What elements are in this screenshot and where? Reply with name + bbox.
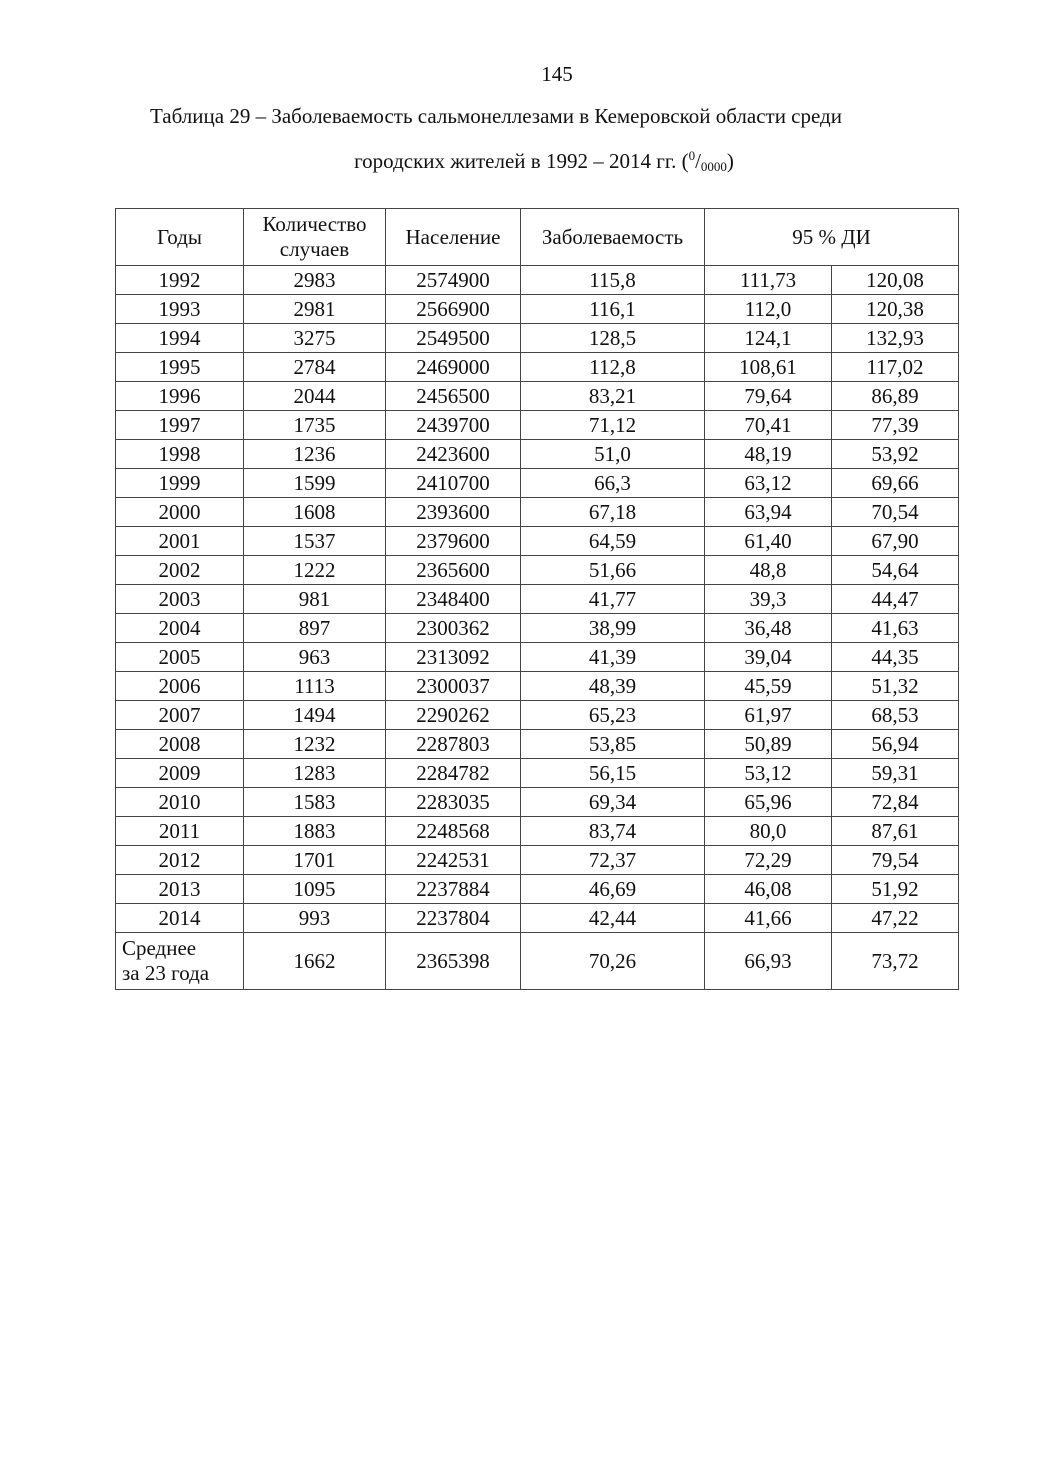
average-incidence: 70,26	[521, 933, 705, 990]
cell-population: 2283035	[386, 788, 521, 817]
cell-cases: 3275	[244, 324, 386, 353]
cell-incidence: 42,44	[521, 904, 705, 933]
cell-ci-high: 59,31	[832, 759, 959, 788]
cell-incidence: 67,18	[521, 498, 705, 527]
cell-ci-low: 61,40	[705, 527, 832, 556]
cell-ci-high: 54,64	[832, 556, 959, 585]
cell-cases: 993	[244, 904, 386, 933]
cell-year: 1993	[116, 295, 244, 324]
cell-cases: 2983	[244, 266, 386, 295]
cell-ci-high: 44,35	[832, 643, 959, 672]
cell-population: 2242531	[386, 846, 521, 875]
cell-year: 2002	[116, 556, 244, 585]
cell-ci-low: 111,73	[705, 266, 832, 295]
average-ci-high: 73,72	[832, 933, 959, 990]
cell-ci-low: 65,96	[705, 788, 832, 817]
average-ci-low: 66,93	[705, 933, 832, 990]
cell-cases: 1095	[244, 875, 386, 904]
average-cases: 1662	[244, 933, 386, 990]
cell-ci-high: 47,22	[832, 904, 959, 933]
table-row	[116, 672, 959, 701]
table-row	[116, 295, 959, 324]
cell-incidence: 51,0	[521, 440, 705, 469]
cell-population: 2365600	[386, 556, 521, 585]
cell-year: 2003	[116, 585, 244, 614]
cell-population: 2439700	[386, 411, 521, 440]
table-row	[116, 701, 959, 730]
cell-year: 1999	[116, 469, 244, 498]
cell-ci-high: 67,90	[832, 527, 959, 556]
cell-ci-high: 41,63	[832, 614, 959, 643]
cell-incidence: 71,12	[521, 411, 705, 440]
table-row	[116, 904, 959, 933]
table-row	[116, 527, 959, 556]
cell-ci-low: 36,48	[705, 614, 832, 643]
cell-year: 1992	[116, 266, 244, 295]
cell-year: 1994	[116, 324, 244, 353]
cell-year: 2000	[116, 498, 244, 527]
cell-incidence: 69,34	[521, 788, 705, 817]
cell-incidence: 115,8	[521, 266, 705, 295]
cell-population: 2237884	[386, 875, 521, 904]
cell-ci-low: 46,08	[705, 875, 832, 904]
cell-population: 2287803	[386, 730, 521, 759]
cell-year: 2006	[116, 672, 244, 701]
cell-incidence: 83,74	[521, 817, 705, 846]
header-years: Годы	[116, 209, 244, 266]
table-row	[116, 585, 959, 614]
cell-ci-low: 112,0	[705, 295, 832, 324]
cell-population: 2313092	[386, 643, 521, 672]
cell-cases: 1735	[244, 411, 386, 440]
cell-year: 2005	[116, 643, 244, 672]
cell-ci-low: 45,59	[705, 672, 832, 701]
table-row-average	[116, 933, 959, 990]
table-row	[116, 730, 959, 759]
cell-ci-low: 108,61	[705, 353, 832, 382]
cell-year: 1996	[116, 382, 244, 411]
cell-cases: 1494	[244, 701, 386, 730]
cell-year: 1997	[116, 411, 244, 440]
cell-year: 2012	[116, 846, 244, 875]
cell-incidence: 41,39	[521, 643, 705, 672]
table-row	[116, 643, 959, 672]
unit-superscript: 0	[688, 148, 696, 163]
table-row	[116, 353, 959, 382]
table-row	[116, 469, 959, 498]
cell-population: 2300037	[386, 672, 521, 701]
cell-cases: 897	[244, 614, 386, 643]
table-row	[116, 324, 959, 353]
cell-cases: 963	[244, 643, 386, 672]
cell-incidence: 41,77	[521, 585, 705, 614]
header-cases-line-1: Количество	[262, 212, 367, 236]
cell-ci-low: 39,04	[705, 643, 832, 672]
cell-ci-high: 120,38	[832, 295, 959, 324]
cell-cases: 1599	[244, 469, 386, 498]
cell-ci-high: 72,84	[832, 788, 959, 817]
cell-incidence: 51,66	[521, 556, 705, 585]
header-cases	[244, 209, 386, 266]
table-row	[116, 266, 959, 295]
cell-ci-high: 56,94	[832, 730, 959, 759]
cell-cases: 1232	[244, 730, 386, 759]
cell-ci-low: 48,19	[705, 440, 832, 469]
cell-ci-low: 63,94	[705, 498, 832, 527]
cell-year: 2010	[116, 788, 244, 817]
cell-year: 2007	[116, 701, 244, 730]
cell-population: 2300362	[386, 614, 521, 643]
cell-incidence: 128,5	[521, 324, 705, 353]
cell-year: 2013	[116, 875, 244, 904]
caption-line-2-text: городских жителей в 1992 – 2014 гг. (	[354, 149, 689, 173]
table-row	[116, 614, 959, 643]
caption-line-1: Таблица 29 – Заболеваемость сальмонеллезами в Кемеровской области среди	[150, 104, 842, 128]
average-label-line-1: Среднее	[122, 936, 197, 960]
cell-incidence: 65,23	[521, 701, 705, 730]
cell-population: 2290262	[386, 701, 521, 730]
cell-incidence: 48,39	[521, 672, 705, 701]
cell-cases: 1222	[244, 556, 386, 585]
cell-ci-high: 79,54	[832, 846, 959, 875]
cell-ci-high: 51,92	[832, 875, 959, 904]
cell-year: 2014	[116, 904, 244, 933]
cell-year: 2008	[116, 730, 244, 759]
cell-ci-low: 41,66	[705, 904, 832, 933]
cell-incidence: 116,1	[521, 295, 705, 324]
cell-ci-high: 86,89	[832, 382, 959, 411]
cell-ci-low: 124,1	[705, 324, 832, 353]
cell-cases: 1883	[244, 817, 386, 846]
table-row	[116, 440, 959, 469]
table-row	[116, 498, 959, 527]
unit-slash: /	[695, 149, 701, 173]
cell-cases: 1608	[244, 498, 386, 527]
table-row	[116, 875, 959, 904]
cell-year: 2011	[116, 817, 244, 846]
cell-population: 2348400	[386, 585, 521, 614]
cell-cases: 1583	[244, 788, 386, 817]
cell-ci-high: 69,66	[832, 469, 959, 498]
table-row	[116, 788, 959, 817]
cell-incidence: 112,8	[521, 353, 705, 382]
caption-line-2-close: )	[726, 149, 734, 173]
average-population: 2365398	[386, 933, 521, 990]
table-header-row	[116, 209, 959, 266]
cell-year: 2009	[116, 759, 244, 788]
cell-ci-high: 87,61	[832, 817, 959, 846]
header-population: Население	[386, 209, 521, 266]
cell-population: 2456500	[386, 382, 521, 411]
cell-incidence: 64,59	[521, 527, 705, 556]
cell-population: 2574900	[386, 266, 521, 295]
cell-ci-low: 39,3	[705, 585, 832, 614]
cell-ci-low: 63,12	[705, 469, 832, 498]
cell-population: 2393600	[386, 498, 521, 527]
cell-year: 1995	[116, 353, 244, 382]
cell-ci-high: 132,93	[832, 324, 959, 353]
cell-ci-high: 51,32	[832, 672, 959, 701]
cell-incidence: 83,21	[521, 382, 705, 411]
table-row	[116, 817, 959, 846]
cell-cases: 1283	[244, 759, 386, 788]
cell-year: 2001	[116, 527, 244, 556]
incidence-table	[115, 208, 959, 990]
cell-population: 2566900	[386, 295, 521, 324]
cell-cases: 1701	[244, 846, 386, 875]
cell-ci-high: 44,47	[832, 585, 959, 614]
average-label	[116, 933, 244, 990]
header-cases-line-2: случаев	[279, 237, 350, 261]
cell-population: 2379600	[386, 527, 521, 556]
average-label-line-2: за 23 года	[122, 961, 210, 985]
cell-incidence: 72,37	[521, 846, 705, 875]
cell-population: 2423600	[386, 440, 521, 469]
cell-population: 2549500	[386, 324, 521, 353]
caption-line-2	[150, 136, 970, 187]
cell-population: 2248568	[386, 817, 521, 846]
header-incidence: Заболеваемость	[521, 209, 705, 266]
cell-ci-high: 117,02	[832, 353, 959, 382]
table-caption	[150, 96, 970, 187]
cell-ci-low: 48,8	[705, 556, 832, 585]
cell-ci-low: 72,29	[705, 846, 832, 875]
cell-population: 2284782	[386, 759, 521, 788]
cell-cases: 2044	[244, 382, 386, 411]
cell-ci-low: 50,89	[705, 730, 832, 759]
cell-ci-low: 61,97	[705, 701, 832, 730]
cell-incidence: 46,69	[521, 875, 705, 904]
cell-incidence: 66,3	[521, 469, 705, 498]
cell-year: 2004	[116, 614, 244, 643]
table-row	[116, 411, 959, 440]
table-row	[116, 759, 959, 788]
cell-ci-high: 120,08	[832, 266, 959, 295]
cell-population: 2410700	[386, 469, 521, 498]
table-row	[116, 382, 959, 411]
table-row	[116, 846, 959, 875]
table-row	[116, 556, 959, 585]
cell-ci-high: 68,53	[832, 701, 959, 730]
cell-incidence: 53,85	[521, 730, 705, 759]
page-number: 145	[541, 62, 573, 86]
unit-subscript: 0000	[700, 159, 727, 174]
header-ci: 95 % ДИ	[705, 209, 959, 266]
cell-cases: 2981	[244, 295, 386, 324]
cell-year: 1998	[116, 440, 244, 469]
cell-incidence: 38,99	[521, 614, 705, 643]
cell-cases: 1236	[244, 440, 386, 469]
cell-cases: 1113	[244, 672, 386, 701]
cell-ci-low: 53,12	[705, 759, 832, 788]
cell-cases: 2784	[244, 353, 386, 382]
cell-cases: 1537	[244, 527, 386, 556]
cell-ci-high: 77,39	[832, 411, 959, 440]
cell-incidence: 56,15	[521, 759, 705, 788]
cell-population: 2469000	[386, 353, 521, 382]
table-body	[116, 266, 959, 990]
cell-ci-low: 70,41	[705, 411, 832, 440]
cell-cases: 981	[244, 585, 386, 614]
cell-ci-high: 53,92	[832, 440, 959, 469]
cell-ci-low: 79,64	[705, 382, 832, 411]
cell-ci-low: 80,0	[705, 817, 832, 846]
cell-population: 2237804	[386, 904, 521, 933]
cell-ci-high: 70,54	[832, 498, 959, 527]
